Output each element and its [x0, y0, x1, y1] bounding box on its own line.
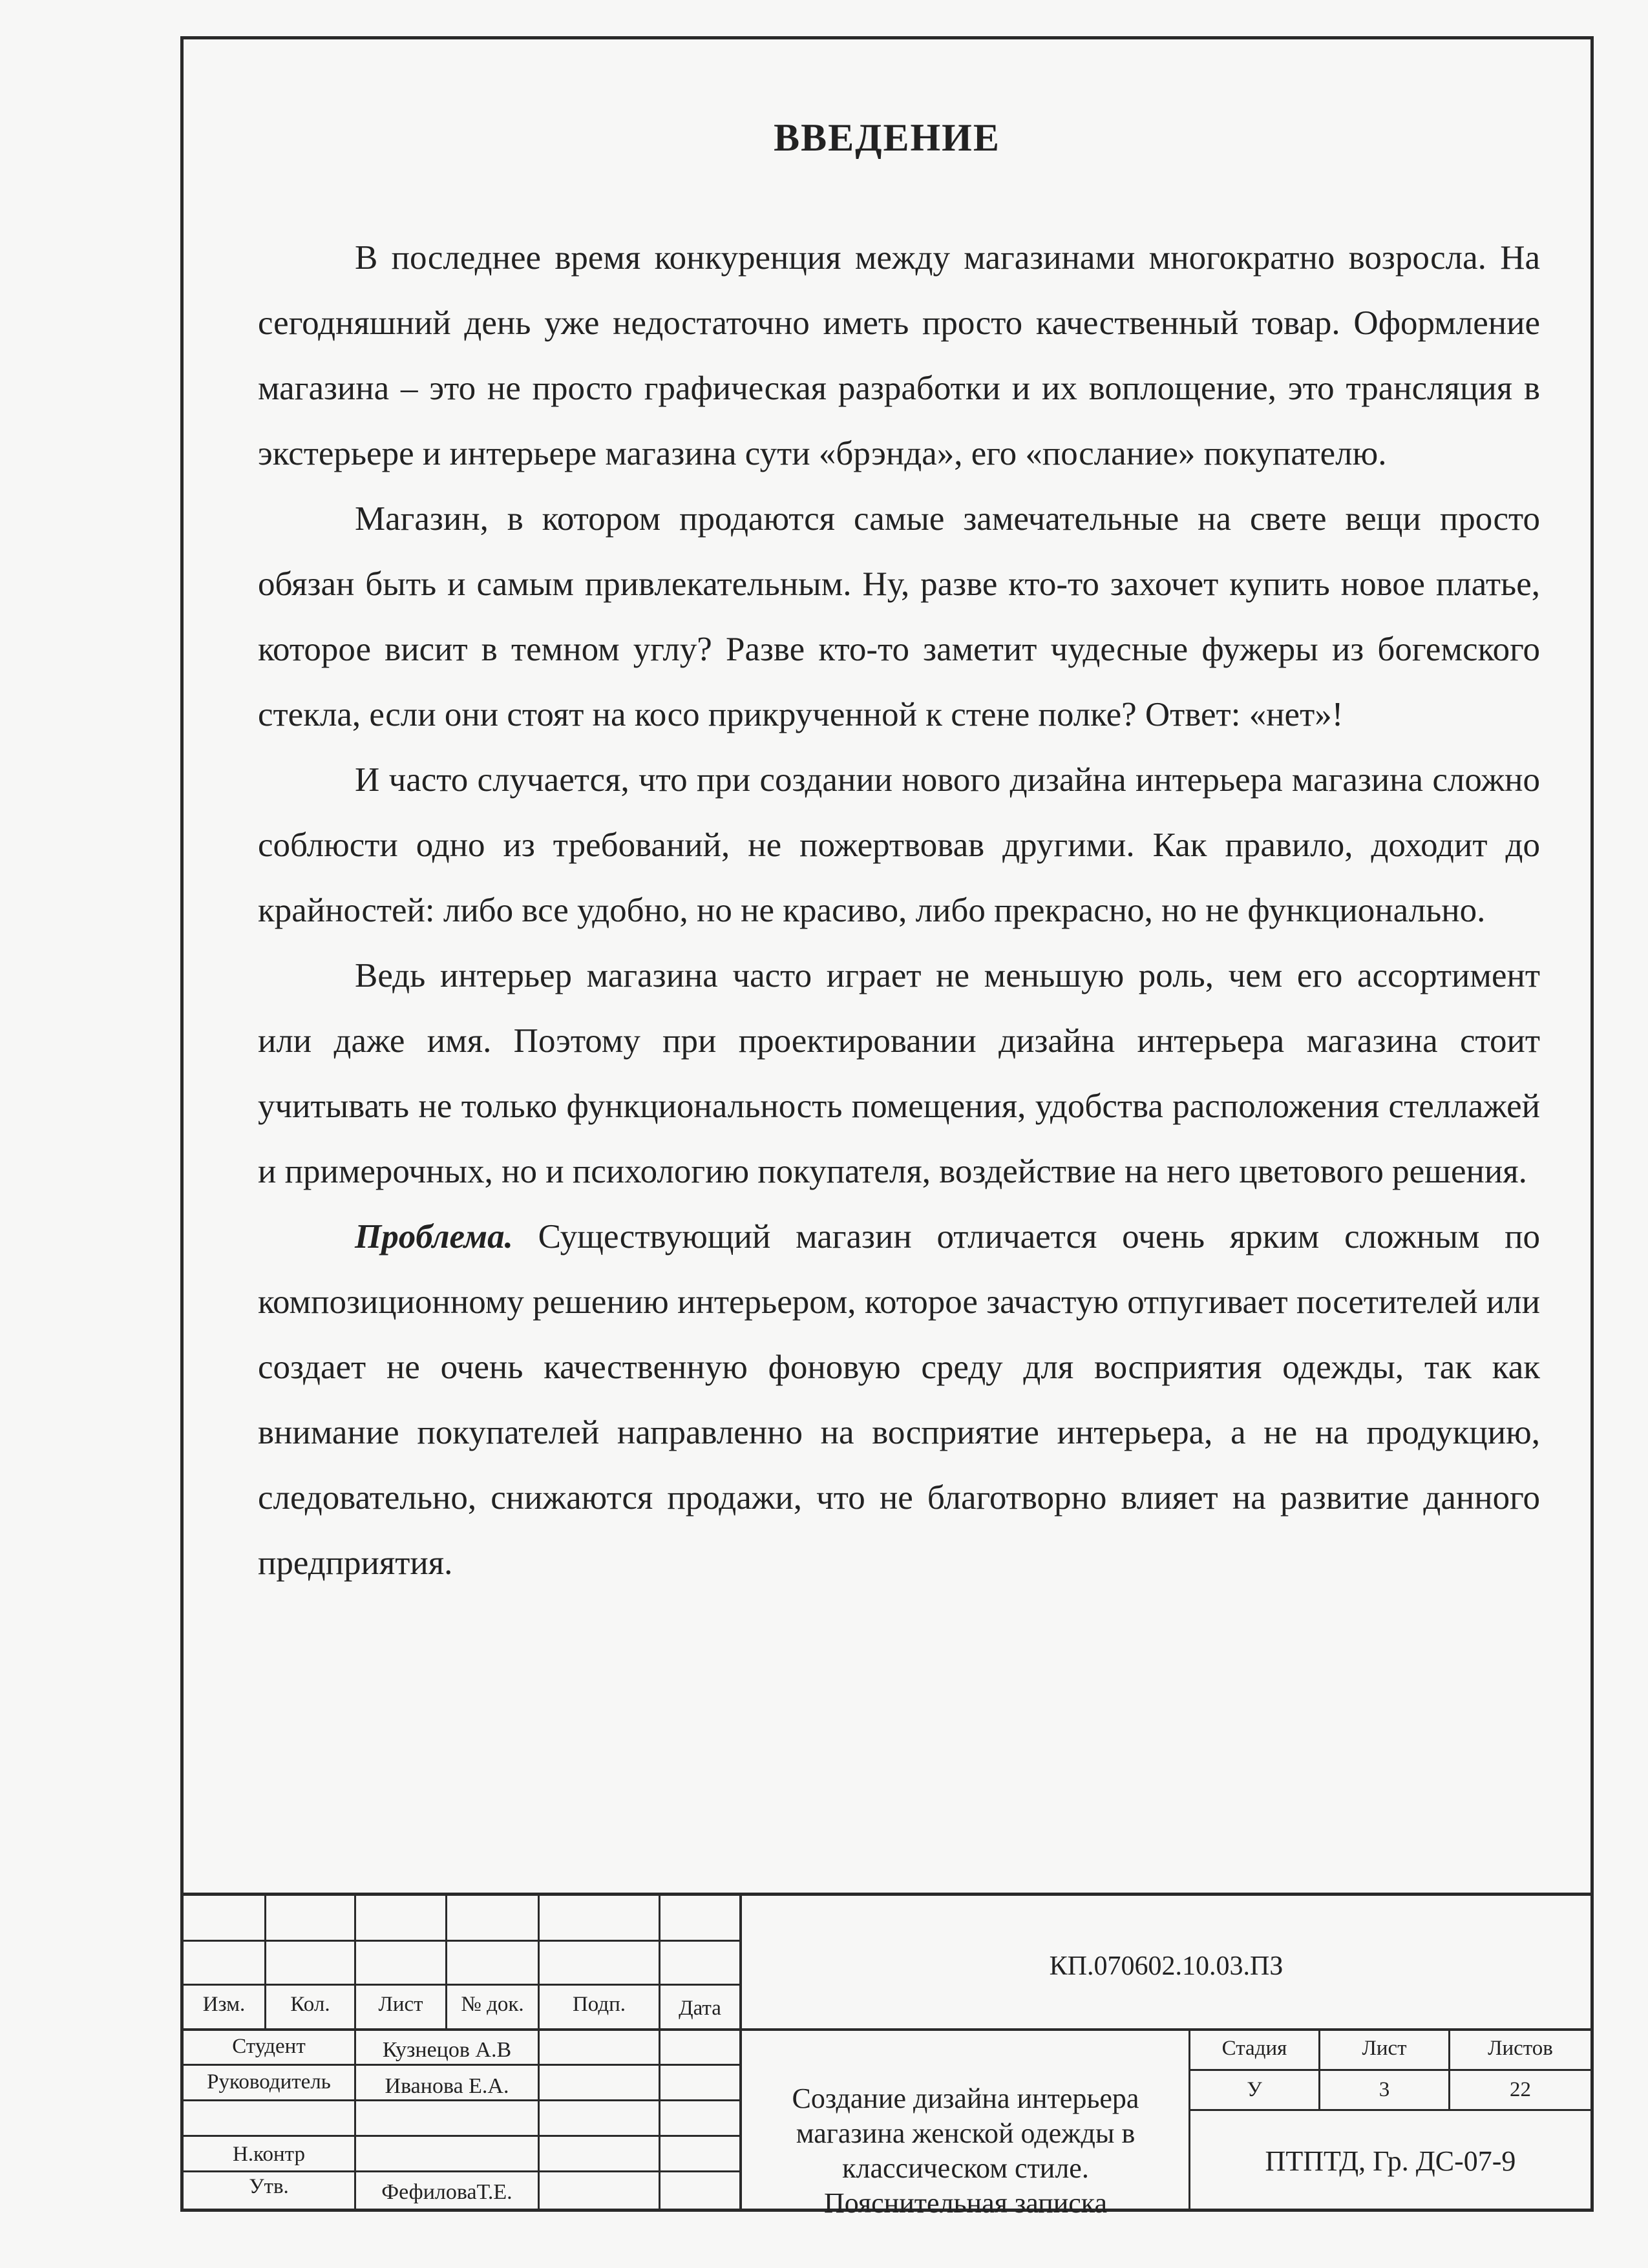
paragraph: Ведь интерьер магазина часто играет не меньшую роль, чем его ассортимент или даже имя. Поэтому при проектировании дизайна интерьера магазина стоит учитывать не только функциональность помещения, удобства расположения стеллажей и примерочных, но и психологию покупателя, воздействие на него цветового решения.	[258, 957, 1540, 1190]
role-student: Студент	[232, 2035, 306, 2058]
header-izm: Изм.	[202, 1993, 246, 2016]
header-list: Лист	[378, 1993, 423, 2016]
sheet-value: 3	[1379, 2078, 1390, 2101]
name-student: Кузнецов А.В	[382, 2038, 512, 2062]
header-podp: Подп.	[572, 1993, 626, 2016]
paragraph: Магазин, в котором продаются самые замечательные на свете вещи просто обязан быть и самым привлекательным. Ну, разве кто-то захочет купить новое платье, которое висит в темном углу? Разве кто-то заметит чудесные фужеры из богемского стекла, если они стоят на косо прикрученной к стене полке? Ответ: «нет»!	[258, 500, 1540, 733]
problem-paragraph	[258, 1204, 1540, 1596]
stage-label: Стадия	[1221, 2037, 1287, 2060]
problem-text: Существующий магазин отличается очень ярким сложным по композиционному решению интерьером, которое зачастую отпугивает посетителей или создает не очень качественную фоновую среду для восприятия одежды, так как внимание покупателей направленно на восприятие интерьера, а не на продукцию, следовательно, снижаются продажи, что не благотворно влияет на развитие данного предприятия.	[258, 1218, 1540, 1582]
header-ndok: № док.	[461, 1993, 524, 2016]
sheets-label: Листов	[1488, 2037, 1553, 2060]
body-text	[258, 226, 1540, 1596]
role-norm-control: Н.контр	[233, 2143, 305, 2166]
sheet-label: Лист	[1362, 2037, 1407, 2060]
role-supervisor: Руководитель	[207, 2070, 331, 2094]
name-approved: ФефиловаТ.Е.	[381, 2180, 512, 2204]
title-block	[184, 1893, 1590, 2219]
stage-value: У	[1247, 2078, 1262, 2101]
page-title: ВВЕДЕНИЕ	[774, 116, 1000, 159]
problem-label: Проблема.	[355, 1218, 513, 1255]
header-kol: Кол.	[290, 1993, 330, 2016]
paragraph: И часто случается, что при создании нового дизайна интерьера магазина сложно соблюсти одно из требований, не пожертвовав другими. Как правило, доходит до крайностей: либо все удобно, но не красиво, либо прекрасно, но не функционально.	[258, 761, 1540, 929]
header-data: Дата	[679, 1997, 721, 2020]
project-title: Создание дизайна интерьера магазина женской одежды в классическом стиле. Пояснительная записка	[792, 2083, 1139, 2219]
page-frame	[180, 36, 1594, 2219]
role-approved: Утв.	[249, 2175, 289, 2198]
document-code: КП.070602.10.03.ПЗ	[1049, 1951, 1284, 1981]
paragraph: В последнее время конкуренция между магазинами многократно возросла. На сегодняшний день уже недостаточно иметь просто качественный товар. Оформление магазина – это не просто графическая разработки и их воплощение, это трансляция в экстерьере и интерьере магазина сути «брэнда», его «послание» покупателю.	[258, 239, 1540, 472]
name-supervisor: Иванова Е.А.	[385, 2074, 509, 2098]
organization-group: ПТПТД, Гр. ДС-07-9	[1265, 2145, 1516, 2177]
sheets-value: 22	[1510, 2078, 1531, 2101]
